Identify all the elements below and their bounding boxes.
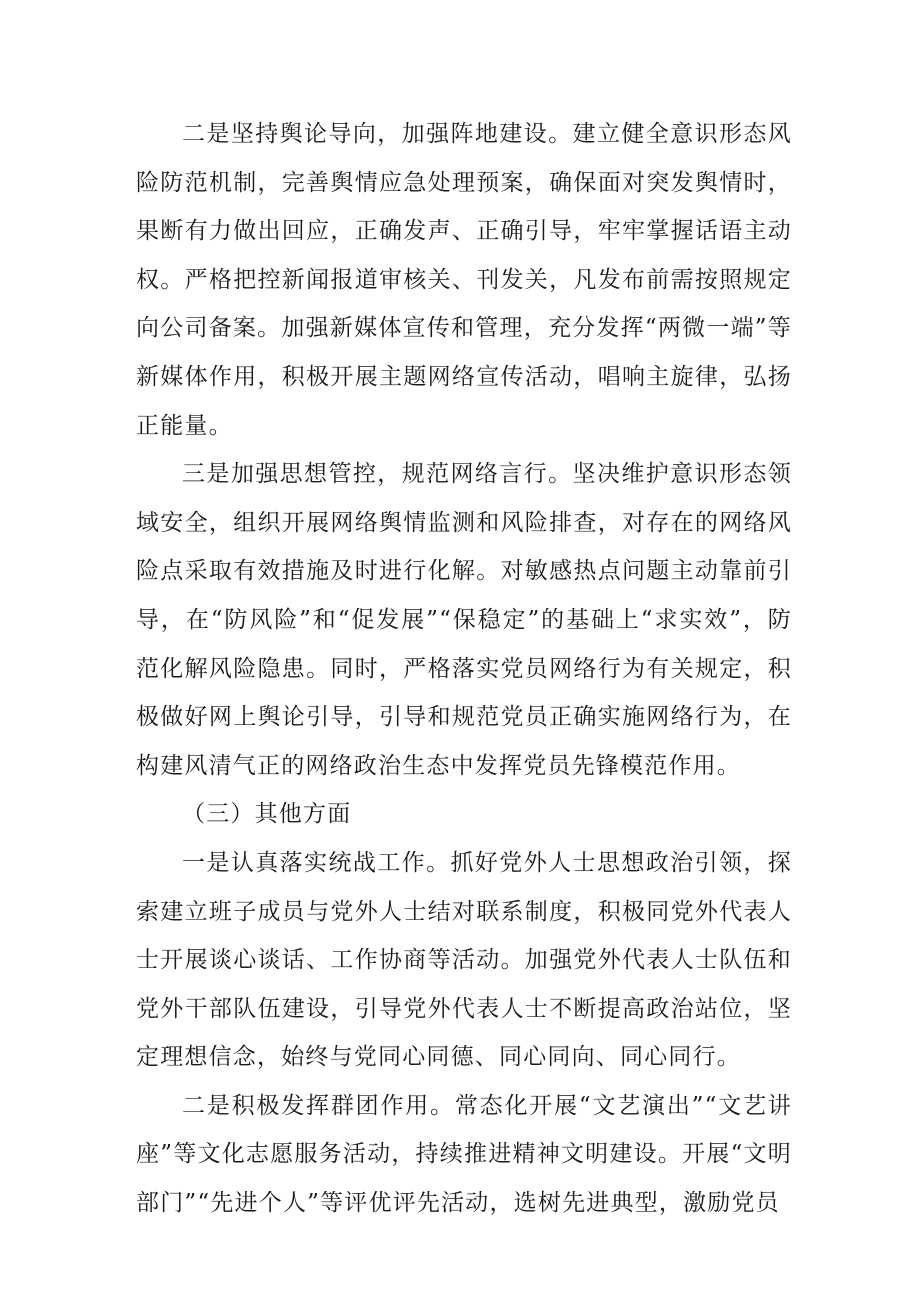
paragraph-public-opinion: 二是坚持舆论导向，加强阵地建设。建立健全意识形态风险防范机制，完善舆情应急处理预案，确保面对突发舆情时，果断有力做出回应，正确发声、正确引导，牢牢掌握话语主动权。严格把控新闻报道审核关、刊发关，凡发布前需按照规定向公司备案。加强新媒体宣传和管理，充分发挥“两微一端”等新媒体作用，积极开展主题网络宣传活动，唱响主旋律，弘扬正能量。 <box>136 121 792 439</box>
paragraph-online-conduct: 三是加强思想管控，规范网络言行。坚决维护意识形态领域安全，组织开展网络舆情监测和风险排查，对存在的网络风险点采取有效措施及时进行化解。对敏感热点问题主动靠前引导，在“防风险”和“促发展”“保稳定”的基础上“求实效”，防范化解风险隐患。同时，严格落实党员网络行为有关规定，积极做好网上舆论引导，引导和规范党员正确实施网络行为，在构建风清气正的网络政治生态中发挥党员先锋模范作用。 <box>136 461 792 779</box>
section-heading-other-aspects: （三）其他方面 <box>182 801 352 828</box>
document-body <box>136 110 792 1228</box>
paragraph-mass-organizations: 二是积极发挥群团作用。常态化开展“文艺演出”“文艺讲座”等文化志愿服务活动，持续推进精神文明建设。开展“文明部门”“先进个人”等评优评先活动，选树先进典型，激励党员 <box>136 1092 792 1217</box>
paragraph-united-front: 一是认真落实统战工作。抓好党外人士思想政治引领，探索建立班子成员与党外人士结对联系制度，积极同党外代表人士开展谈心谈话、工作协商等活动。加强党外代表人士队伍和党外干部队伍建设，引导党外代表人士不断提高政治站位，坚定理想信念，始终与党同心同德、同心同向、同心同行。 <box>136 849 792 1071</box>
